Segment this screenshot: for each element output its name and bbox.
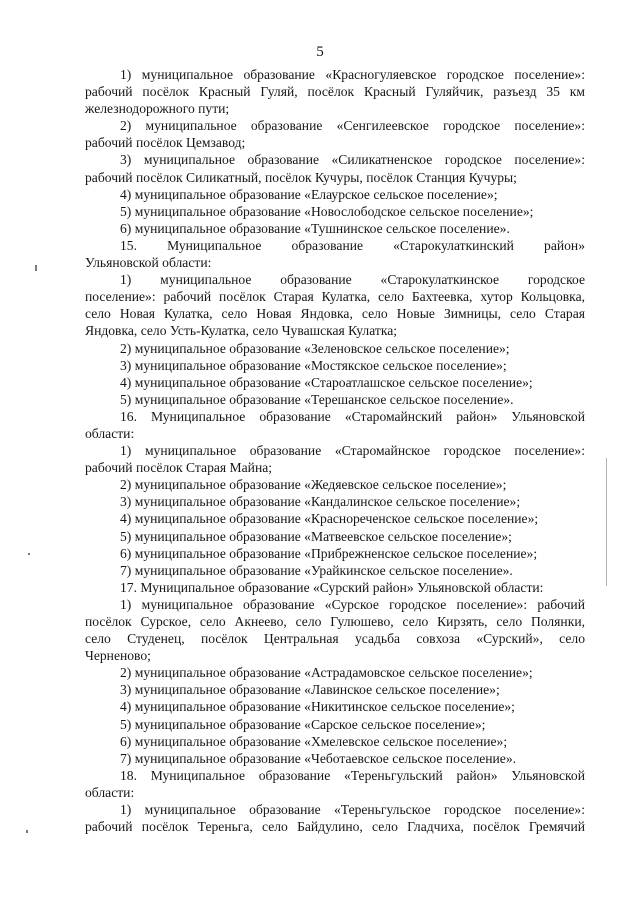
text-line: 6) муниципальное образование «Хмелевское сельское поселение»;: [120, 733, 508, 749]
text-line: 1) муниципальное образование «Старокулаткинское городское: [120, 272, 585, 288]
text-line: рабочий посёлок Старая Майна;: [85, 460, 273, 476]
text-line: Ульяновской области:: [85, 255, 212, 271]
page-number: 5: [316, 44, 324, 60]
text-line: 15. Муниципальное образование «Старокулаткинский район»: [120, 237, 585, 253]
text-line: 17. Муниципальное образование «Сурский район» Ульяновской области:: [120, 579, 544, 595]
text-line: 4) муниципальное образование «Никитинское сельское поселение»;: [120, 699, 515, 715]
text-line: поселение»: рабочий посёлок Старая Кулатка, село Бахтеевка, хутор Кольцовка,: [85, 289, 585, 305]
text-line: 4) муниципальное образование «Староатлашское сельское поселение»;: [120, 374, 533, 390]
text-line: области:: [85, 784, 135, 800]
text-line: 4) муниципальное образование «Елаурское сельское поселение»;: [120, 186, 498, 202]
text-line: 16. Муниципальное образование «Старомайнский район» Ульяновской: [120, 408, 585, 424]
text-line: село Студенец, посёлок Центральная усадьба совхоза «Сурский», село: [85, 631, 585, 647]
text-line: 3) муниципальное образование «Силикатненское городское поселение»:: [120, 152, 585, 168]
text-line: рабочий посёлок Цемзавод;: [85, 135, 246, 151]
text-line: 1) муниципальное образование «Сурское городское поселение»: рабочий: [120, 596, 585, 612]
scan-edge-line: [606, 458, 607, 586]
text-line: рабочий посёлок Тереньга, село Байдулино, село Гладчиха, посёлок Гремячий: [85, 819, 585, 835]
text-line: 3) муниципальное образование «Лавинское сельское поселение»;: [120, 682, 500, 698]
text-line: 2) муниципальное образование «Жедяевское сельское поселение»;: [120, 477, 507, 493]
text-line: 1) муниципальное образование «Красногуляевское городское поселение»:: [120, 67, 585, 82]
scan-mark: [26, 830, 28, 833]
text-line: 5) муниципальное образование «Матвеевское сельское поселение»;: [120, 528, 512, 544]
text-line: 6) муниципальное образование «Тушнинское сельское поселение».: [120, 220, 510, 236]
text-line: 3) муниципальное образование «Мостякское сельское поселение»;: [120, 357, 507, 373]
text-line: железнодорожного пути;: [85, 101, 230, 117]
text-line: 2) муниципальное образование «Астрадамовское сельское поселение»;: [120, 665, 533, 681]
text-line: 1) муниципальное образование «Тереньгульское городское поселение»:: [120, 802, 585, 818]
text-line: 5) муниципальное образование «Новослободское сельское поселение»;: [120, 203, 534, 219]
text-line: Яндовка, село Усть-Кулатка, село Чувашская Кулатка;: [85, 323, 398, 339]
text-line: 1) муниципальное образование «Старомайнское городское поселение»:: [120, 443, 585, 459]
text-line: 2) муниципальное образование «Сенгилеевское городское поселение»:: [120, 118, 585, 134]
text-line: 7) муниципальное образование «Чеботаевское сельское поселение».: [120, 750, 517, 766]
text-line: 18. Муниципальное образование «Тереньгульский район» Ульяновской: [120, 767, 585, 783]
text-line: 5) муниципальное образование «Сарское сельское поселение»;: [120, 716, 486, 732]
document-text: [85, 66, 585, 835]
text-line: рабочий посёлок Красный Гуляй, посёлок Красный Гуляйчик, разъезд 35 км: [85, 84, 585, 100]
scan-mark: [28, 553, 30, 555]
text-line: село Новая Кулатка, село Новая Яндовка, село Новые Зимницы, село Старая: [85, 306, 585, 322]
scan-mark: [35, 265, 37, 271]
text-line: 2) муниципальное образование «Зеленовское сельское поселение»;: [120, 340, 510, 356]
text-line: 4) муниципальное образование «Краснореченское сельское поселение»;: [120, 511, 539, 527]
text-line: 3) муниципальное образование «Кандалинское сельское поселение»;: [120, 494, 521, 510]
text-line: посёлок Сурское, село Акнеево, село Гулюшево, село Кирзять, село Полянки,: [85, 614, 585, 629]
text-line: 5) муниципальное образование «Терешанское сельское поселение».: [120, 391, 514, 407]
text-line: 7) муниципальное образование «Урайкинское сельское поселение».: [120, 562, 513, 578]
text-line: рабочий посёлок Силикатный, посёлок Кучуры, посёлок Станция Кучуры;: [85, 169, 517, 185]
text-line: области:: [85, 425, 135, 441]
text-line: 6) муниципальное образование «Прибрежненское сельское поселение»;: [120, 545, 538, 561]
text-line: Черненово;: [85, 648, 151, 664]
